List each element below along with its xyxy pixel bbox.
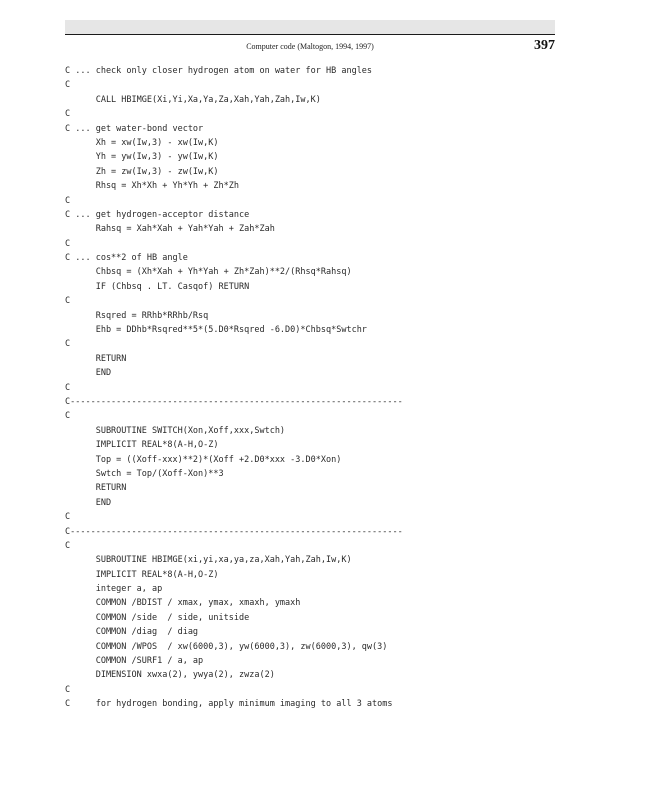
code-line: Swtch = Top/(Xoff-Xon)**3 <box>65 468 224 479</box>
page-number: 397 <box>534 38 555 53</box>
code-line: IMPLICIT REAL*8(A-H,O-Z) <box>65 440 219 451</box>
code-line: C ... get hydrogen-acceptor distance <box>65 209 250 220</box>
code-line: C <box>65 296 71 307</box>
header-rule <box>65 34 555 35</box>
code-line: END <box>65 497 112 508</box>
code-line: Chbsq = (Xh*Xah + Yh*Yah + Zh*Zah)**2/(Rhsq*Rahsq) <box>65 267 352 278</box>
code-line: C <box>65 540 71 551</box>
code-listing <box>65 64 403 712</box>
code-line: COMMON /WPOS / xw(6000,3), yw(6000,3), zw(6000,3), qw(3) <box>65 641 388 652</box>
code-line: COMMON /SURF1 / a, ap <box>65 656 204 667</box>
code-line: C ... cos**2 of HB angle <box>65 253 188 264</box>
code-line: C <box>65 411 71 422</box>
code-line: C----------------------------------------------------------------- <box>65 526 403 537</box>
code-line: C----------------------------------------------------------------- <box>65 396 403 407</box>
code-line: END <box>65 368 112 379</box>
code-line: Xh = xw(Iw,3) - xw(Iw,K) <box>65 137 219 148</box>
code-line: CALL HBIMGE(Xi,Yi,Xa,Ya,Za,Xah,Yah,Zah,Iw,K) <box>65 94 321 105</box>
code-line: Rhsq = Xh*Xh + Yh*Yh + Zh*Zh <box>65 181 239 192</box>
code-line: DIMENSION xwxa(2), ywya(2), zwza(2) <box>65 670 275 681</box>
code-line: integer a, ap <box>65 584 163 595</box>
code-line: RETURN <box>65 353 127 364</box>
code-line: C <box>65 339 71 350</box>
code-line: C for hydrogen bonding, apply minimum imaging to all 3 atoms <box>65 699 393 710</box>
code-line: COMMON /side / side, unitside <box>65 612 250 623</box>
code-line: C <box>65 109 71 120</box>
running-title: Computer code (Maltogon, 1994, 1997) <box>246 42 374 51</box>
code-line: C ... check only closer hydrogen atom on water for HB angles <box>65 66 373 76</box>
code-line: SUBROUTINE SWITCH(Xon,Xoff,xxx,Swtch) <box>65 425 286 436</box>
code-line: Yh = yw(Iw,3) - yw(Iw,K) <box>65 152 219 163</box>
code-line: C <box>65 195 71 206</box>
code-line: C <box>65 382 71 393</box>
code-line: IMPLICIT REAL*8(A-H,O-Z) <box>65 569 219 580</box>
code-line: IF (Chbsq . LT. Casqof) RETURN <box>65 281 250 292</box>
code-line: C <box>65 238 71 249</box>
running-head <box>65 40 555 54</box>
code-line: Rahsq = Xah*Xah + Yah*Yah + Zah*Zah <box>65 224 275 235</box>
code-line: C <box>65 512 71 523</box>
code-line: Top = ((Xoff-xxx)**2)*(Xoff +2.D0*xxx -3.D0*Xon) <box>65 454 342 465</box>
code-line: Rsqred = RRhb*RRhb/Rsq <box>65 310 209 321</box>
code-line: C ... get water-bond vector <box>65 123 204 134</box>
code-line: Ehb = DDhb*Rsqred**5*(5.D0*Rsqred -6.D0)*Chbsq*Swtchr <box>65 325 367 336</box>
code-line: COMMON /BDIST / xmax, ymax, xmaxh, ymaxh <box>65 598 301 609</box>
code-line: C <box>65 80 71 91</box>
code-line: RETURN <box>65 483 127 494</box>
code-line: COMMON /diag / diag <box>65 627 199 638</box>
code-line: Zh = zw(Iw,3) - zw(Iw,K) <box>65 166 219 177</box>
code-line: C <box>65 684 71 695</box>
code-line: SUBROUTINE HBIMGE(xi,yi,xa,ya,za,Xah,Yah,Zah,Iw,K) <box>65 555 352 566</box>
page-top-shade <box>65 20 555 34</box>
